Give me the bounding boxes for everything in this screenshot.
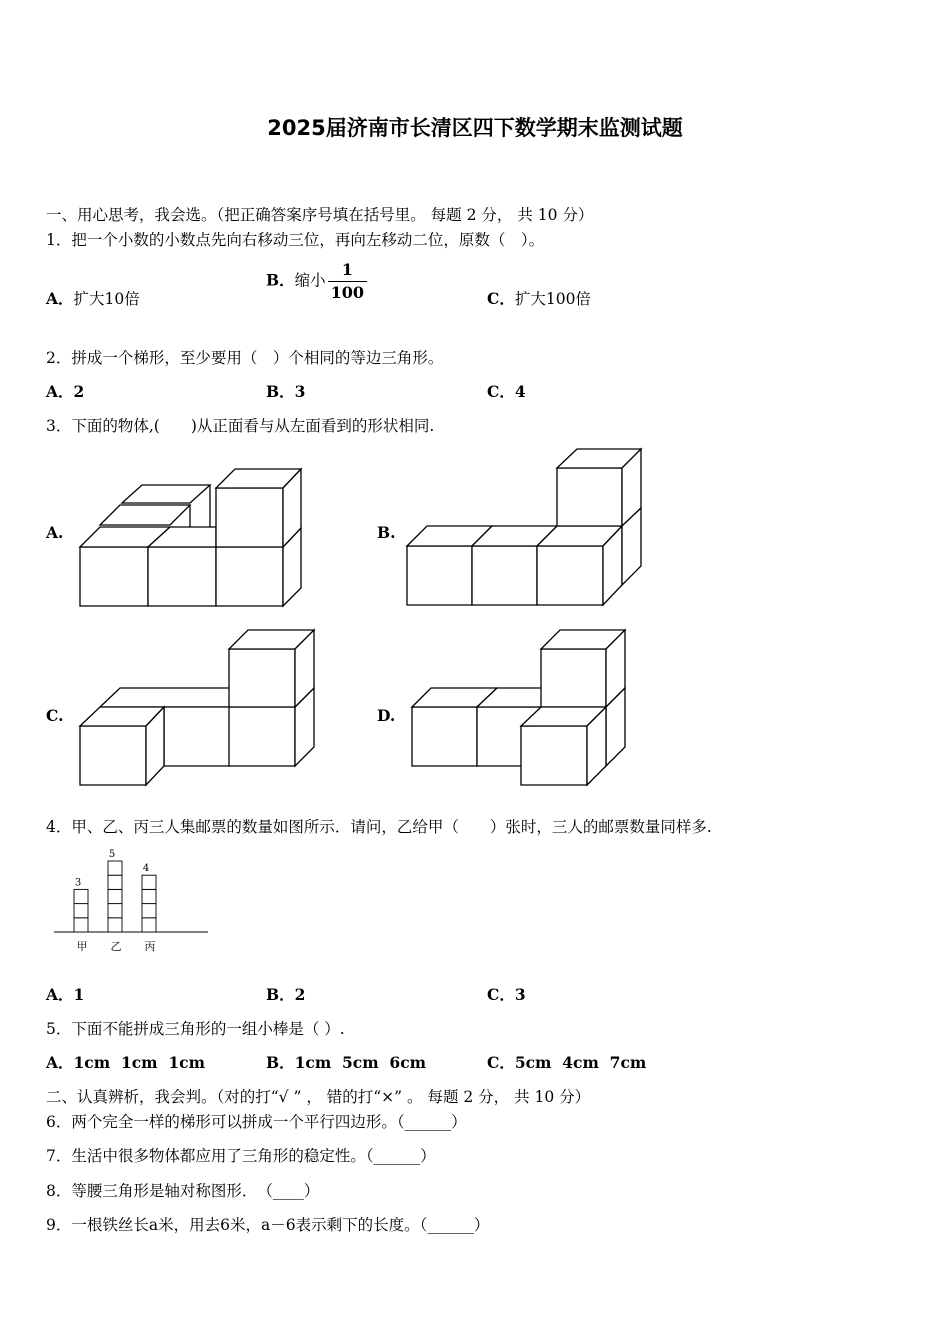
figure-d-label: D. [377,706,396,725]
page-title: 2025届济南市长清区四下数学期末监测试题 [267,116,683,140]
question-2-option-b: B．3 [266,382,306,401]
question-2-stem: 2．拼成一个梯形，至少要用（ ）个相同的等边三角形。 [46,349,444,367]
stamp-cell-3-3 [142,889,156,903]
option-b-label: B． [266,270,295,290]
stamp-cell-2-1 [108,918,122,932]
section-2-header: 二、认真辨析，我会判。（对的打“√ ” ， 错的打“×” 。 每题 2 分， 共 10 分） [46,1088,591,1106]
question-9: 9．一根铁丝长a米，用去6米，a－6表示剩下的长度。（______） [46,1216,490,1234]
figure-a-label: A. [46,523,64,542]
option-a-label: A． [46,289,74,308]
question-5-stem: 5．下面不能拼成三角形的一组小棒是（ ）. [46,1020,345,1038]
category-label-3: 丙 [144,940,156,953]
stamp-cell-2-4 [108,875,122,889]
question-5-option-b: B．1cm 5cm 6cm [266,1053,427,1072]
option-c-label: C． [487,289,515,308]
stamp-cell-2-5 [108,861,122,875]
bar-value-label-2: 5 [108,849,116,860]
question-5-option-c: C．5cm 4cm 7cm [487,1053,647,1072]
stamp-cell-1-1 [74,918,88,932]
question-1-stem: 1．把一个小数的小数点先向右移动三位，再向左移动二位，原数（ ）。 [46,231,545,249]
category-label-2: 乙 [110,940,122,953]
question-6: 6．两个完全一样的梯形可以拼成一个平行四边形。（______） [46,1113,467,1131]
stamp-cell-2-2 [108,904,122,918]
question-4-option-b: B．2 [266,985,306,1004]
question-3-stem: 3．下面的物体,( )从正面看与从左面看到的形状相同. [46,417,435,435]
stamp-cell-3-1 [142,918,156,932]
category-label-1: 甲 [76,940,88,953]
question-4-stem: 4．甲、乙、丙三人集邮票的数量如图所示．请问，乙给甲（ ）张时，三人的邮票数量同样多. [46,818,712,836]
bar-value-label-3: 4 [142,863,150,875]
question-7: 7．生活中很多物体都应用了三角形的稳定性。（______） [46,1147,436,1165]
question-4-option-c: C．3 [487,985,526,1004]
section-1-header: 一、用心思考，我会选。（把正确答案序号填在括号里。 每题 2 分， 共 10 分） [46,206,594,224]
question-8: 8．等腰三角形是轴对称图形． （____） [46,1182,320,1200]
option-c-text: 扩大100倍 [514,290,591,308]
stamp-cell-3-2 [142,904,156,918]
stamp-cell-1-3 [74,889,88,903]
bar-value-label-1: 3 [74,877,82,889]
fraction-denominator: 100 [328,281,367,301]
figure-c-label: C. [46,706,64,725]
question-5-option-a: A．1cm 1cm 1cm [46,1053,205,1072]
question-2-option-c: C．4 [487,382,526,401]
stamp-cell-3-4 [142,875,156,889]
option-b-text: 缩小 [294,271,326,290]
question-2-option-a: A．2 [46,382,85,401]
question-4-option-a: A．1 [46,985,85,1004]
stamp-cell-1-2 [74,904,88,918]
option-a-text: 扩大10倍 [73,290,140,308]
figure-b-label: B. [377,523,396,542]
stamp-cell-2-3 [108,889,122,903]
fraction-numerator: 1 [341,260,353,279]
